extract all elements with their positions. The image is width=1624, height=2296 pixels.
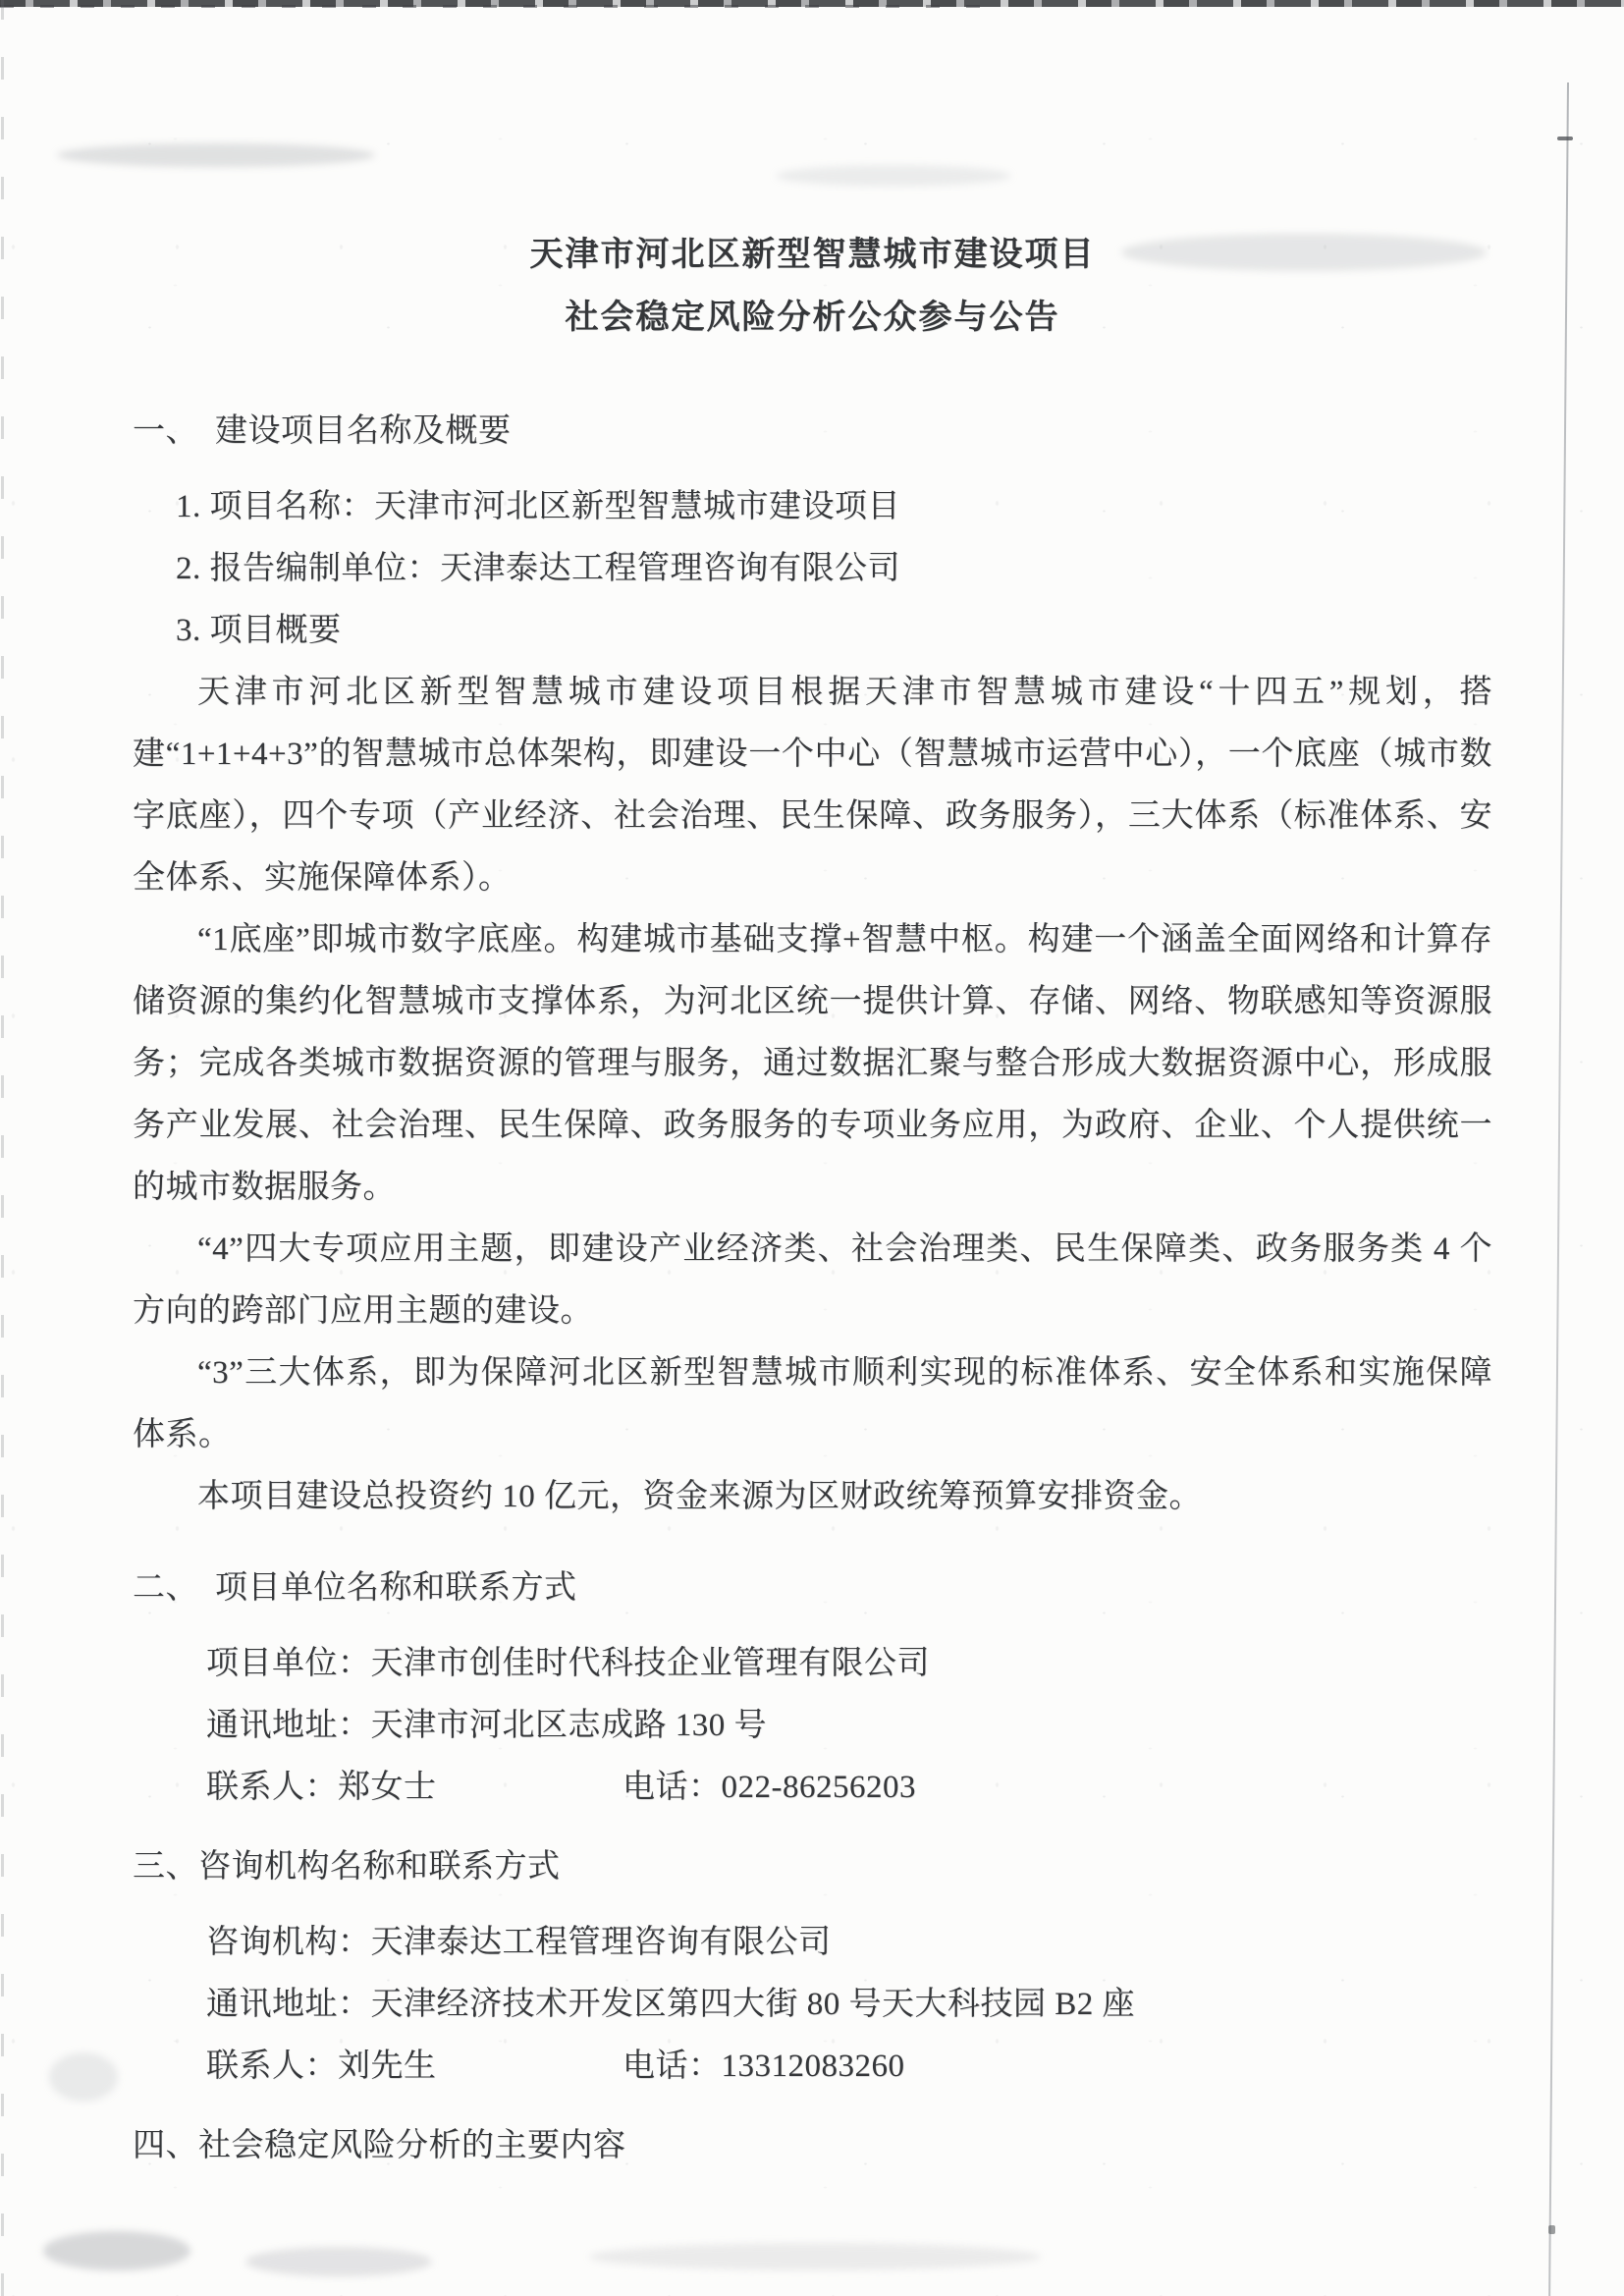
scan-smudge (43, 2231, 190, 2270)
contact-label: 联系人： (206, 2049, 338, 2084)
contact-label: 通讯地址： (206, 1708, 371, 1743)
contact-row-address (206, 1974, 1492, 2036)
paragraph-investment: 本项目建设总投资约 10 亿元，资金来源为区财政统筹预算安排资金。 (197, 1479, 1202, 1514)
list-item-project-name: 1. 项目名称：天津市河北区新型智慧城市建设项目 (176, 489, 900, 524)
contact-row-unit (206, 1633, 1492, 1695)
list-item-project-summary: 3. 项目概要 (176, 613, 342, 648)
contact-value: 刘先生 (338, 2049, 437, 2084)
phone-value: 022-86256203 (721, 1770, 916, 1805)
section-2-rows (133, 1633, 1492, 1819)
section-2-heading: 二、 项目单位名称和联系方式 (133, 1570, 577, 1606)
section-4-heading: 四、社会稳定风险分析的主要内容 (133, 2128, 626, 2163)
page-title (133, 224, 1492, 350)
phone-label: 电话： (623, 1770, 722, 1805)
section-1-heading: 一、 建设项目名称及概要 (133, 413, 512, 449)
contact-row-person (206, 1757, 1492, 1819)
list-item-report-unit: 2. 报告编制单位：天津泰达工程管理咨询有限公司 (176, 551, 900, 586)
contact-label: 联系人： (206, 1770, 338, 1805)
contact-label: 通讯地址： (206, 1987, 371, 2022)
paragraph-overview: 天津市河北区新型智慧城市建设项目根据天津市智慧城市建设“十四五”规划，搭建“1+1+4+3”的智慧城市总体架构，即建设一个中心（智慧城市运营中心），一个底座（城市数字底座），四个专项（产业经济、社会治理、民生保障、政务服务），三大体系（标准体系、安全体系、实施保障体系）。 (133, 675, 1492, 896)
phone-label: 电话： (623, 2049, 722, 2084)
title-line-1: 天津市河北区新型智慧城市建设项目 (529, 237, 1096, 273)
phone-value: 13312083260 (721, 2049, 905, 2084)
contact-row-consultant (206, 1912, 1492, 1974)
scan-smudge (245, 2247, 432, 2276)
contact-row-address (206, 1695, 1492, 1757)
contact-person-pair (206, 2036, 623, 2098)
contact-value: 天津市创佳时代科技企业管理有限公司 (370, 1646, 930, 1681)
section-3-heading: 三、咨询机构名称和联系方式 (133, 1849, 561, 1885)
contact-row-person (206, 2036, 1492, 2098)
paragraph-foundation: “1底座”即城市数字底座。构建城市基础支撑+智慧中枢。构建一个涵盖全面网络和计算存储资源的集约化智慧城市支撑体系，为河北区统一提供计算、存储、网络、物联感知等资源服务；完成各类城市数据资源的管理与服务，通过数据汇聚与整合形成大数据资源中心，形成服务产业发展、社会治理、民生保障、政务服务的专项业务应用，为政府、企业、个人提供统一的城市数据服务。 (133, 922, 1492, 1205)
scan-smudge (589, 2243, 1041, 2270)
paragraph-four-themes: “4”四大专项应用主题，即建设产业经济类、社会治理类、民生保障类、政务服务类 4 个方向的跨部门应用主题的建设。 (133, 1231, 1492, 1329)
section-3-rows (133, 1912, 1492, 2098)
contact-value: 天津经济技术开发区第四大街 80 号天大科技园 B2 座 (370, 1987, 1136, 2022)
contact-label: 项目单位： (206, 1646, 371, 1681)
paragraph-three-systems: “3”三大体系，即为保障河北区新型智慧城市顺利实现的标准体系、安全体系和实施保障体系。 (133, 1355, 1492, 1452)
section-1-items (133, 476, 1492, 662)
contact-person-pair (206, 1757, 623, 1819)
scan-fold-dot-artifact (1548, 2225, 1555, 2234)
title-line-2: 社会稳定风险分析公众参与公告 (565, 300, 1060, 336)
contact-value: 天津泰达工程管理咨询有限公司 (370, 1925, 832, 1960)
contact-value: 郑女士 (338, 1770, 437, 1805)
contact-label: 咨询机构： (206, 1925, 371, 1960)
contact-value: 天津市河北区志成路 130 号 (370, 1708, 767, 1743)
